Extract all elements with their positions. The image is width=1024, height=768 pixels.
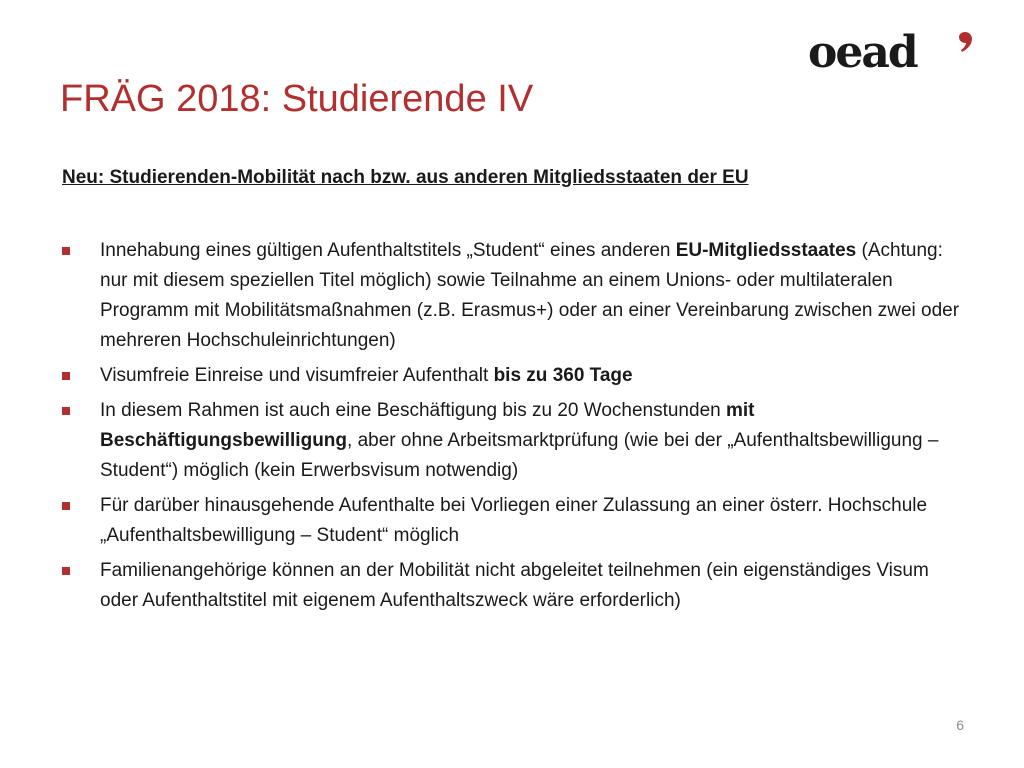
bullet-item (62, 556, 962, 616)
bullet-item (62, 361, 962, 391)
bullet-text (100, 240, 959, 351)
oead-logo (808, 27, 978, 78)
page-number: 6 (956, 717, 964, 733)
bullet-text (100, 400, 938, 481)
slide-subtitle: Neu: Studierenden-Mobilität nach bzw. aus anderen Mitgliedsstaaten der EU (62, 167, 749, 188)
bullet-text (100, 560, 929, 611)
bullet-text-bold: EU-Mitgliedsstaates (675, 240, 857, 261)
square-bullet-icon (62, 372, 70, 380)
bullet-text-part: (Achtung: nur mit diesem speziellen Titel möglich) sowie Teilnahme an einem Unions- oder multilateralen Programm mit Mobilitätsmaßnahmen (z.B. Erasmus+) oder an einer Vereinbarung zwischen zwei oder mehreren Hochschuleinrichtungen) (100, 240, 960, 351)
bullet-text-bold: bis zu 360 Tage (493, 365, 633, 386)
bullet-text-part: Visumfreie Einreise und visumfreier Aufenthalt (100, 365, 494, 386)
bullet-item (62, 491, 962, 551)
bullet-text-part: In diesem Rahmen ist auch eine Beschäftigung bis zu 20 Wochenstunden (100, 400, 726, 421)
bullet-text-part: Für darüber hinausgehende Aufenthalte bei Vorliegen einer Zulassung an einer österr. Hochschule „Aufenthaltsbewilligung – Student“ möglich (100, 495, 928, 546)
square-bullet-icon (62, 502, 70, 510)
bullet-text-bold: mit Beschäftigungsbewilligung (100, 400, 755, 451)
square-bullet-icon (62, 407, 70, 415)
square-bullet-icon (62, 247, 70, 255)
bullet-text (100, 365, 633, 386)
bullet-list (62, 236, 962, 621)
bullet-item (62, 396, 962, 486)
slide-title: FRÄG 2018: Studierende IV (60, 78, 534, 120)
logo-wordmark: oead (808, 27, 917, 78)
bullet-text-part: , aber ohne Arbeitsmarktprüfung (wie bei der „Aufenthaltsbewilligung – Student“) möglich (kein Erwerbsvisum notwendig) (100, 430, 939, 481)
square-bullet-icon (62, 567, 70, 575)
logo-apostrophe-icon (958, 32, 972, 52)
bullet-text (100, 495, 927, 546)
bullet-text-part: Innehabung eines gültigen Aufenthaltstitels „Student“ eines anderen (100, 240, 676, 261)
bullet-text-part: Familienangehörige können an der Mobilität nicht abgeleitet teilnehmen (ein eigenständiges Visum oder Aufenthaltstitel mit eigenem Aufenthaltszweck wäre erforderlich) (100, 560, 929, 611)
bullet-item (62, 236, 962, 356)
